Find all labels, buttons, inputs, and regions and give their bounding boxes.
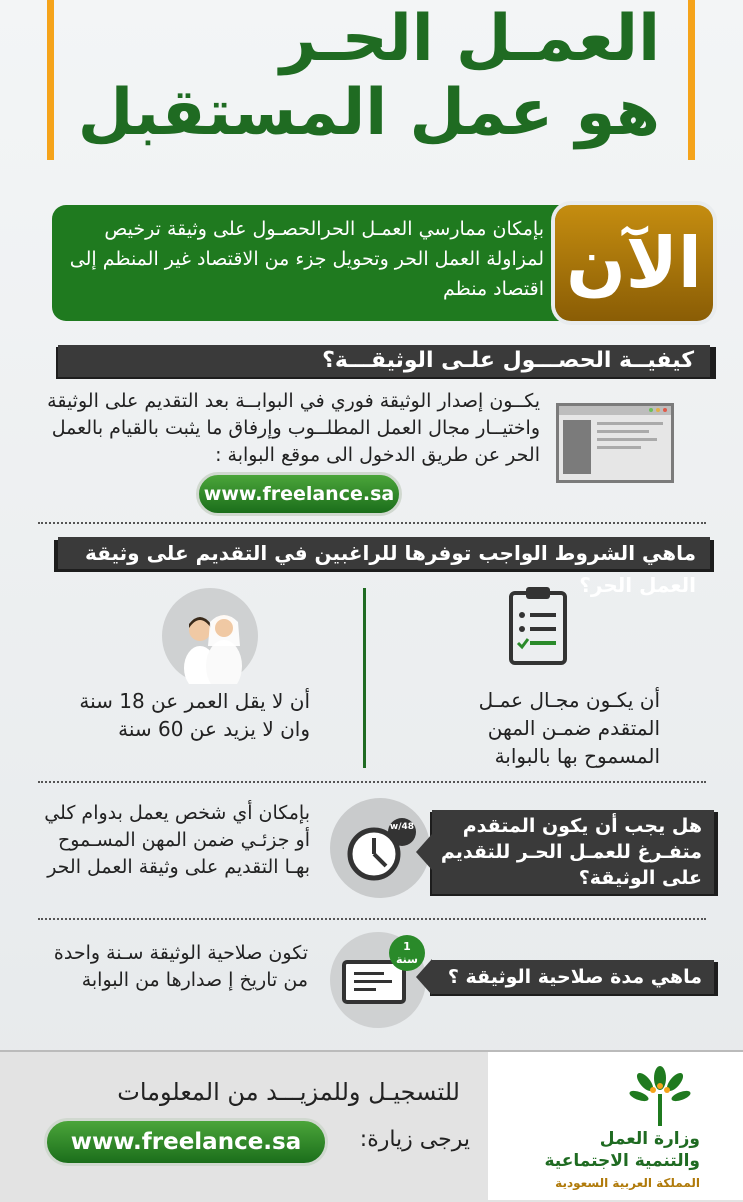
validity-badge-unit: سنة bbox=[396, 953, 418, 966]
footer-register-text: للتسجيـل وللمزيـــد من المعلومات bbox=[117, 1078, 460, 1106]
question-arrow bbox=[416, 834, 432, 870]
how-text: يكــون إصدار الوثيقة فوري في البوابــة بعد التقديم على الوثيقة واختيــار مجال العمل المطلــوب وإرفاق ما يثبت بالقيام بالعمل الحر عن طريق الدخول الى موقع البوابة : bbox=[47, 390, 540, 466]
conditions-divider bbox=[363, 588, 366, 768]
people-icon bbox=[162, 588, 258, 684]
footer-url-link[interactable]: www.freelance.sa bbox=[44, 1118, 328, 1166]
age-condition-text: أن لا يقل العمر عن 18 سنة وان لا يزيد عن 60 سنة bbox=[79, 689, 310, 741]
title-right-accent bbox=[688, 0, 695, 160]
title-line-2: هو عمل المستقبل bbox=[77, 76, 660, 150]
question-arrow bbox=[416, 959, 432, 995]
portal-screen-icon bbox=[556, 403, 674, 483]
divider bbox=[38, 918, 706, 920]
validity-question bbox=[432, 960, 714, 994]
field-condition-text: أن يكـون مجـال عمـل المتقدم ضمـن المهن المسموح بها بالبوابة bbox=[478, 688, 660, 768]
ministry-line-1: وزارة العمل bbox=[599, 1129, 700, 1149]
title-line-1: العمـل الحـر bbox=[279, 2, 660, 76]
how-heading: كيفيــة الحصـــول علـى الوثيقـــة؟ bbox=[58, 345, 710, 377]
now-text: بإمكان ممارسي العمـل الحرالحصـول على وثيقة ترخيص لمزاولة العمل الحر وتحويل جزء من الاقتصاد غير المنظم إلى اقتصاد منظم bbox=[69, 218, 544, 300]
clock-icon bbox=[330, 798, 430, 898]
ministry-line-3: المملكة العربية السعودية bbox=[555, 1176, 700, 1190]
now-badge: الآن bbox=[566, 222, 702, 304]
divider bbox=[38, 781, 706, 783]
title-left-accent bbox=[47, 0, 54, 160]
fulltime-question bbox=[432, 810, 714, 894]
ministry-logo-icon bbox=[625, 1060, 695, 1130]
divider bbox=[38, 522, 706, 524]
checklist-icon bbox=[508, 585, 568, 665]
validity-badge-number: 1 bbox=[403, 940, 411, 953]
validity-question-text: ماهي مدة صلاحية الوثيقة ؟ bbox=[447, 966, 702, 988]
ministry-name bbox=[500, 1128, 700, 1194]
footer-visit-label: يرجى زيارة: bbox=[359, 1127, 470, 1152]
fulltime-question-text: هل يجب أن يكون المتقدم متفـرغ للعمـل الحـر للتقديم على الوثيقة؟ bbox=[440, 815, 702, 889]
ministry-line-2: والتنمية الاجتماعية bbox=[544, 1151, 700, 1171]
validity-answer: تكون صلاحية الوثيقة سـنة واحدة من تاريخ إ صدارها من البوابة bbox=[53, 942, 308, 991]
clock-badge: w/48 bbox=[389, 822, 415, 832]
page-title bbox=[60, 2, 660, 150]
portal-url-link[interactable]: www.freelance.sa bbox=[196, 472, 402, 516]
conditions-heading: ماهي الشروط الواجب توفرها للراغبين في التقديم على وثيقة العمل الحر؟ bbox=[58, 537, 710, 569]
fulltime-answer: بإمكان أي شخص يعمل بدوام كلي أو جزئـي ضمن المهن المسـموح بهـا التقديم على وثيقة العمل الحر bbox=[44, 802, 310, 878]
